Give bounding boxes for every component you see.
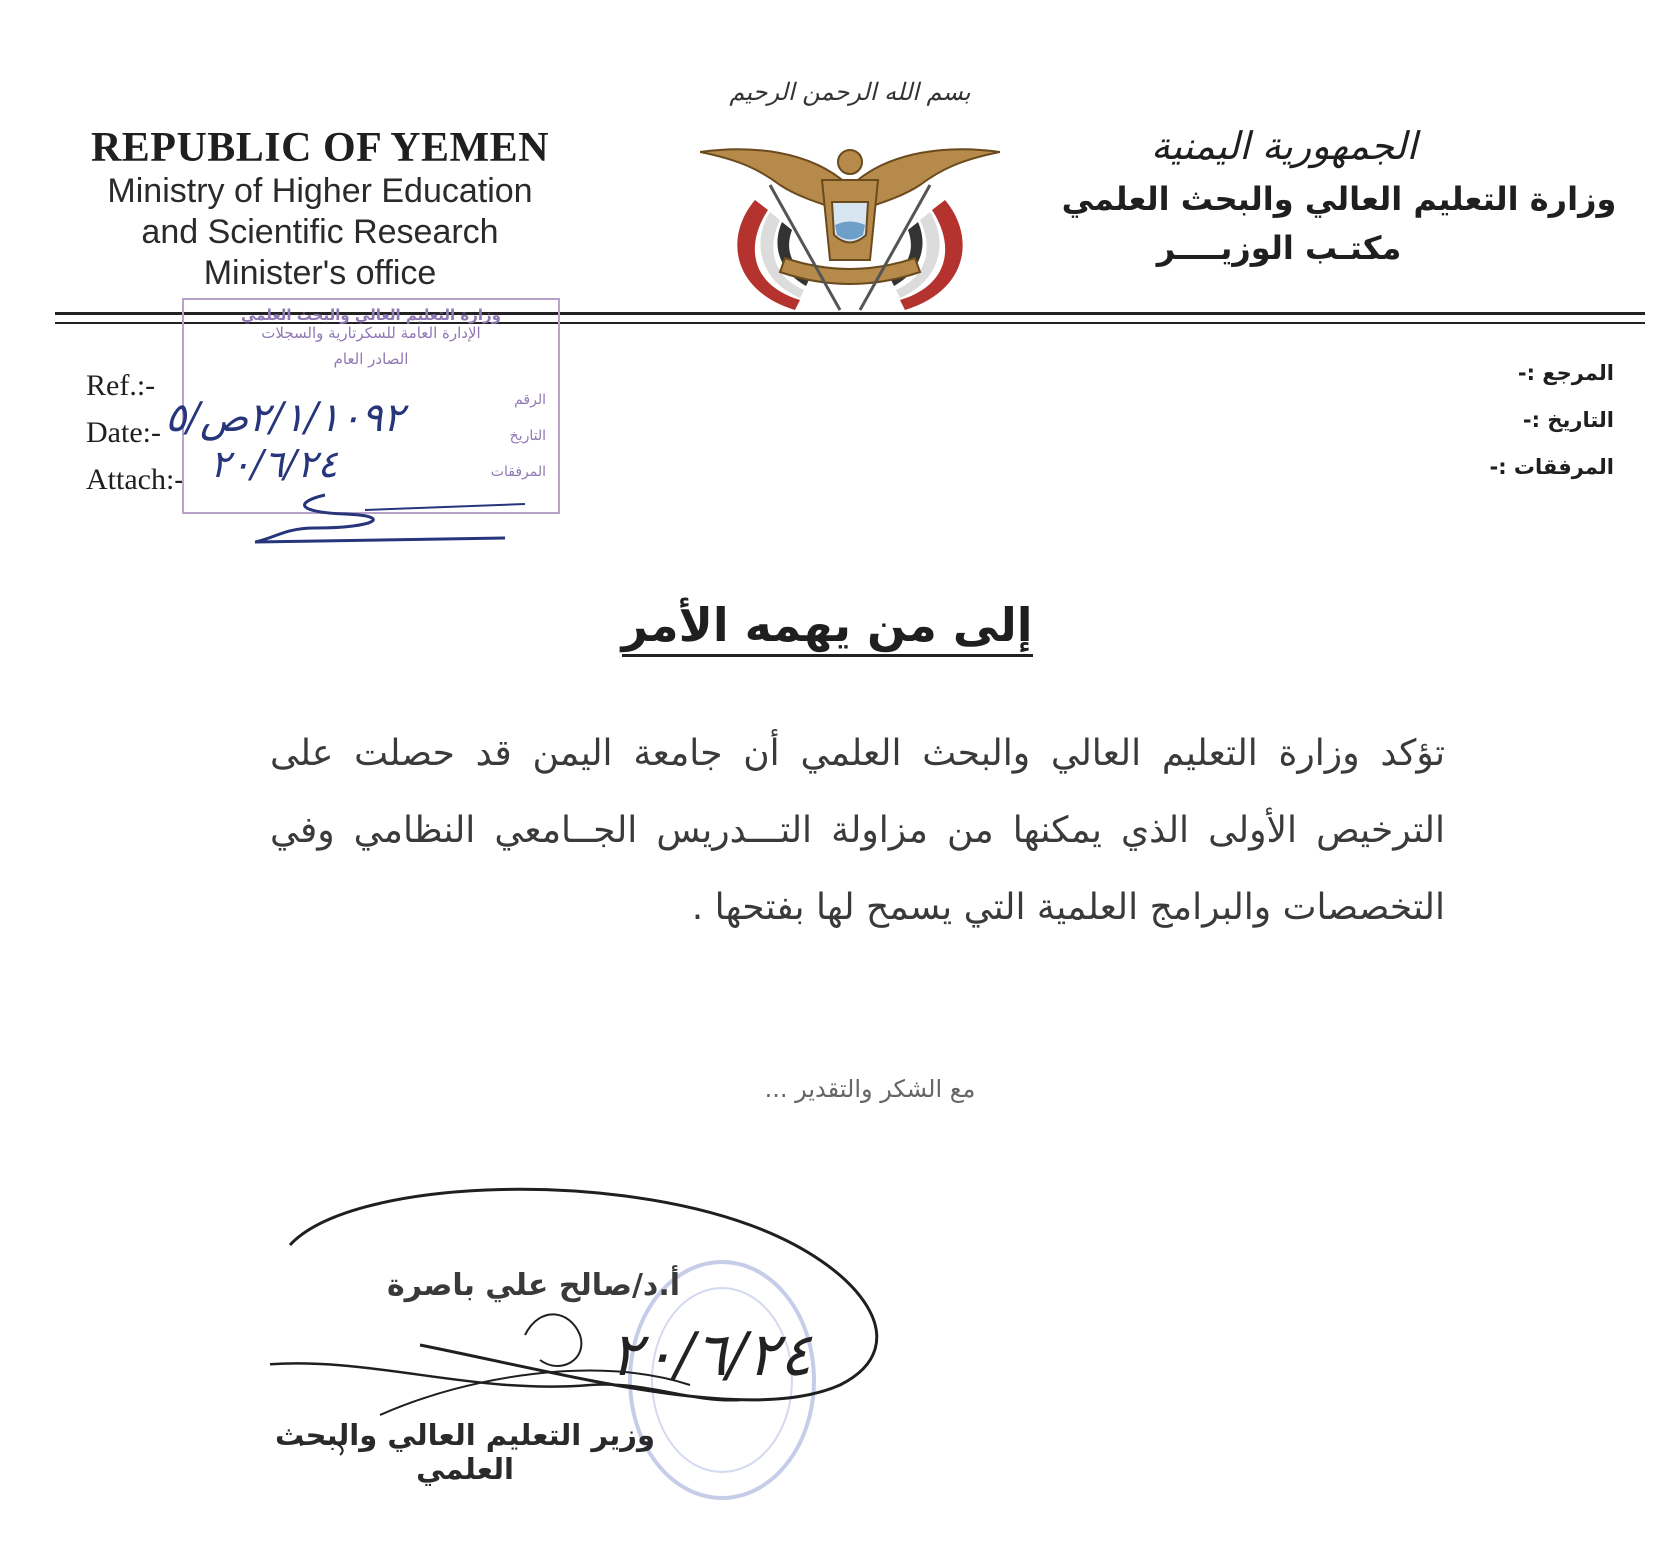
registry-stamp-number-label: الرقم: [514, 392, 546, 408]
registry-initials-signature: [255, 490, 555, 545]
registry-stamp-line1: وزارة التعليم العالي والبحث العلمي: [240, 306, 502, 324]
registry-stamp-line3: الصادر العام: [333, 350, 409, 368]
handwritten-ref-number: ٢/١/١٠٩٢ص/٥: [165, 395, 405, 441]
yemen-emblem-icon: [700, 140, 1000, 315]
office-name-ar: مكتـب الوزيــــر: [1156, 229, 1402, 267]
office-name-en: Minister's office: [203, 254, 437, 292]
arabic-letterhead: [1024, 118, 1624, 272]
english-letterhead: [60, 125, 580, 294]
reference-fields-ar: [1489, 350, 1614, 491]
attach-label-en: Attach:-: [86, 463, 185, 496]
ministry-name-en-line2: and Scientific Research: [141, 213, 499, 251]
ministry-name-en-line1: Ministry of Higher Education: [107, 172, 533, 210]
signatory-name: أ.د/صالح علي باصرة: [386, 1268, 680, 1303]
letter-body: تؤكد وزارة التعليم العالي والبحث العلمي أن جامعة اليمن قد حصلت على الترخيص الأولى الذي يمكنها من مزاولة التـــدريس الجــامعي النظامي وفي التخصصات والبرامج العلمية التي يسمح لها بفتحها .: [270, 733, 1445, 928]
letter-title-wrap: [0, 598, 1654, 652]
letter-closing: مع الشكر والتقدير ...: [764, 1075, 976, 1103]
date-label-ar: التاريخ :-: [1522, 408, 1614, 432]
ref-label-en: Ref.:-: [86, 369, 156, 402]
handwritten-signature-date: ٢٠/٦/٢٤: [610, 1320, 812, 1390]
date-label-en: Date:-: [86, 416, 161, 449]
basmala: بسم الله الرحمن الرحيم: [729, 78, 971, 106]
signatory-title: وزير التعليم العالي والبحث العلمي: [274, 1418, 655, 1486]
registry-stamp-date-label: التاريخ: [509, 428, 546, 444]
handwritten-ref-date: ٢٠/٦/٢٤: [210, 442, 338, 486]
ref-label-ar: المرجع :-: [1517, 361, 1614, 385]
registry-stamp-line2: الإدارة العامة للسكرتارية والسجلات: [261, 324, 481, 342]
attach-label-ar: المرفقات :-: [1489, 455, 1614, 479]
letter-title: إلى من يهمه الأمر: [622, 598, 1033, 657]
registry-stamp-attachments-label: المرفقات: [490, 464, 546, 480]
country-name-en: REPUBLIC OF YEMEN: [90, 125, 550, 171]
country-name-ar: الجمهورية اليمنية: [1150, 124, 1418, 168]
ministry-name-ar: وزارة التعليم العالي والبحث العلمي: [1061, 180, 1617, 218]
